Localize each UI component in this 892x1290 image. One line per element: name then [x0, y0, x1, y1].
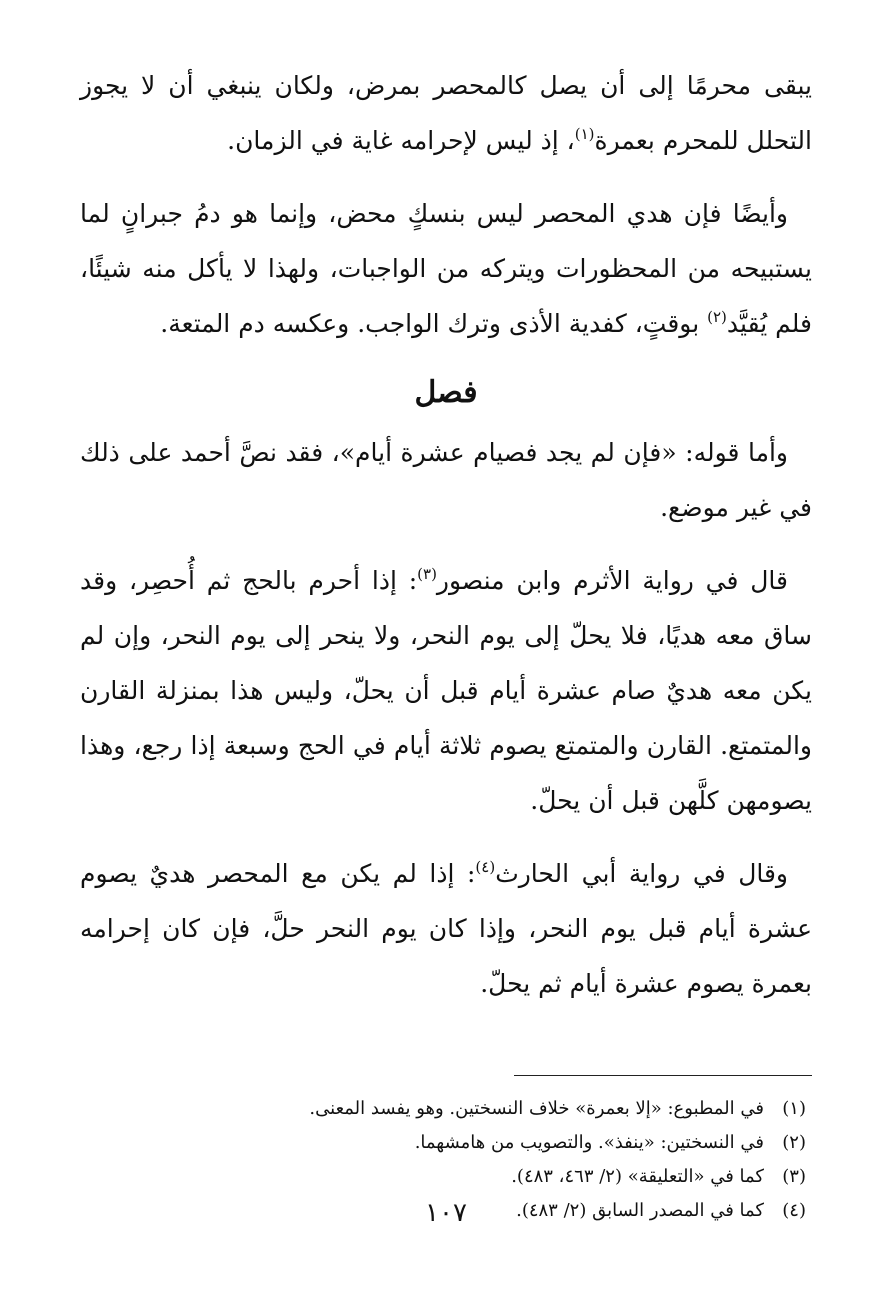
footnote-number: (٤): [782, 1200, 806, 1221]
paragraph-2-text: وأيضًا فإن هدي المحصر ليس بنسكٍ محض، وإنما هو دمُ جبرانٍ لما يستبيحه من المحظورات ويتركه من الواجبات، ولهذا لا يأكل منه شيئًا، فلم يُقيَّد: [80, 199, 812, 338]
footnote-ref-1[interactable]: (١): [574, 125, 595, 143]
footnote-number: (٣): [782, 1166, 806, 1187]
paragraph-5-text: وقال في رواية أبي الحارث: [495, 859, 788, 888]
footnote-text: كما في المصدر السابق (٢/ ٤٨٣).: [516, 1200, 764, 1221]
section-heading: فصل: [414, 375, 478, 410]
page-number: ١٠٧: [425, 1198, 467, 1228]
footnote-text: في المطبوع: «إلا بعمرة» خلاف النسختين. وهو يفسد المعنى.: [309, 1098, 764, 1119]
footnote-3: [80, 1160, 812, 1194]
paragraph-5: [80, 846, 812, 1011]
paragraph-1-text: يبقى محرمًا إلى أن يصل كالمحصر بمرض، ولكان ينبغي أن لا يجوز التحلل للمحرم بعمرة: [80, 71, 812, 155]
paragraph-3-text: وأما قوله: «فإن لم يجد فصيام عشرة أيام»، فقد نصَّ أحمد على ذلك في غير موضع.: [80, 438, 812, 522]
footnote-text: كما في «التعليقة» (٢/ ٤٦٣، ٤٨٣).: [511, 1166, 764, 1187]
paragraph-2: [80, 186, 812, 351]
footnote-ref-4[interactable]: (٤): [475, 858, 496, 876]
footnote-1: [80, 1092, 812, 1126]
footnote-number: (١): [782, 1098, 806, 1119]
paragraph-2-text-end: بوقتٍ، كفدية الأذى وترك الواجب. وعكسه دم المتعة.: [160, 309, 708, 338]
paragraph-1-text-end: ، إذ ليس لإحرامه غاية في الزمان.: [227, 126, 575, 155]
paragraph-1: [80, 58, 812, 168]
paragraph-5-text-end: : إذا لم يكن مع المحصر هديٌ يصوم عشرة أيام قبل يوم النحر، وإذا كان يوم النحر حلَّ، فإن كان إحرامه بعمرة يصوم عشرة أيام ثم يحلّ.: [80, 859, 812, 998]
paragraph-4-text-end: : إذا أحرم بالحج ثم أُحصِر، وقد ساق معه هديًا، فلا يحلّ إلى يوم النحر، ولا ينحر إلى يوم النحر، وإن لم يكن معه هديٌ صام عشرة أيام قبل أن يحلّ، وليس هذا بمنزلة القارن والمتمتع. القارن والمتمتع يصوم ثلاثة أيام في الحج وسبعة إذا رجع، وهذا يصومهن كلَّهن قبل أن يحلّ.: [80, 566, 812, 815]
footnote-divider: [514, 1075, 812, 1076]
footnote-text: في النسختين: «ينفذ». والتصويب من هامشهما.: [414, 1132, 764, 1153]
paragraph-4: [80, 553, 812, 828]
footnote-2: [80, 1126, 812, 1160]
paragraph-4-text: قال في رواية الأثرم وابن منصور: [436, 566, 788, 595]
footnote-number: (٢): [782, 1132, 806, 1153]
footnote-ref-3[interactable]: (٣): [417, 565, 437, 583]
footnote-ref-2[interactable]: (٢): [707, 308, 727, 326]
paragraph-3: [80, 425, 812, 535]
